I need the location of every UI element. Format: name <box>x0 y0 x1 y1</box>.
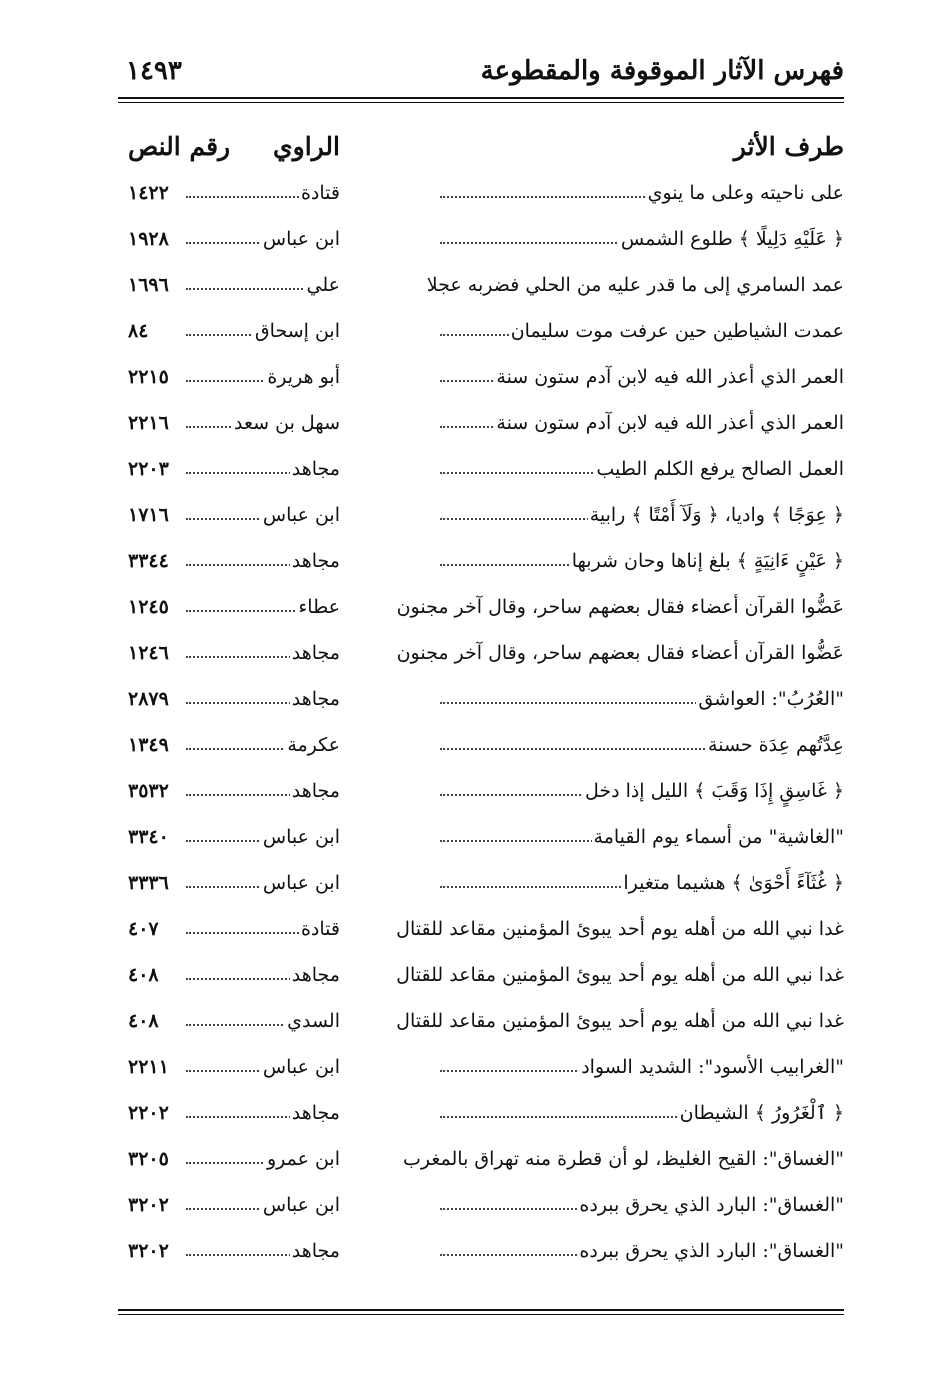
entry-narrator: ابن عباس <box>262 228 340 250</box>
entry-narrator: ابن إسحاق <box>254 320 340 342</box>
column-header-text: طرف الأثر <box>733 132 844 161</box>
entry-narrator: ابن عمرو <box>266 1148 340 1170</box>
entry-narrator: مجاهد <box>291 780 340 802</box>
running-title: فهرس الآثار الموقوفة والمقطوعة <box>480 56 844 86</box>
entry-text: ﴿ عِوَجًا ﴾ واديا، ﴿ وَلَآ أَمْتًا ﴾ رابية <box>589 504 844 526</box>
entry-text: عَضُّوا القرآن أعضاء فقال بعضهم ساحر، وقال آخر مجنون <box>396 596 844 618</box>
header-rule-thin <box>118 102 844 103</box>
page-number: ١٤٩٣ <box>126 56 182 86</box>
entry-text: غدا نبي الله من أهله يوم أحد يبوئ المؤمنين مقاعد للقتال <box>396 918 844 940</box>
entry-narrator: عطاء <box>298 596 340 618</box>
entry-number: ٤٠٨ <box>128 1010 159 1032</box>
entry-number: ٢٨٧٩ <box>128 688 169 710</box>
index-row <box>128 268 844 314</box>
entry-number: ٣٣٣٦ <box>128 872 169 894</box>
entry-number: ٣٢٠٢ <box>128 1240 169 1262</box>
index-row <box>128 1096 844 1142</box>
entry-number: ١٧١٦ <box>128 504 169 526</box>
index-row <box>128 1004 844 1050</box>
index-row <box>128 452 844 498</box>
entry-number: ٣٢٠٢ <box>128 1194 169 1216</box>
entry-narrator: ابن عباس <box>262 872 340 894</box>
entry-number: ٢٢٠٣ <box>128 458 169 480</box>
index-row <box>128 1142 844 1188</box>
index-row <box>128 1188 844 1234</box>
entry-text: "الغساق": البارد الذي يحرق ببرده <box>579 1240 844 1262</box>
entry-number: ٢٢٠٢ <box>128 1102 169 1124</box>
entry-number: ١٤٢٢ <box>128 182 169 204</box>
entry-number: ١٩٢٨ <box>128 228 169 250</box>
column-header-number: رقم النص <box>128 132 231 161</box>
entry-text: العمل الصالح يرفع الكلم الطيب <box>596 458 844 480</box>
index-row <box>128 314 844 360</box>
entry-number: ٣٣٤٠ <box>128 826 169 848</box>
footer-rule-thin <box>118 1314 844 1315</box>
index-row <box>128 958 844 1004</box>
entry-text: عِدَّتُهم عِدَة حسنة <box>708 734 844 756</box>
entry-narrator: سهل بن سعد <box>234 412 340 434</box>
entry-narrator: ابن عباس <box>262 826 340 848</box>
entry-narrator: ابن عباس <box>262 504 340 526</box>
entry-number: ١٢٤٥ <box>128 596 169 618</box>
entry-narrator: مجاهد <box>291 1102 340 1124</box>
entry-text: "الغساق": البارد الذي يحرق ببرده <box>579 1194 844 1216</box>
entry-narrator: أبو هريرة <box>267 366 340 388</box>
entry-text: غدا نبي الله من أهله يوم أحد يبوئ المؤمنين مقاعد للقتال <box>396 1010 844 1032</box>
entry-narrator: عكرمة <box>287 734 340 756</box>
entry-text: "العُرُبُ": العواشق <box>698 688 844 710</box>
entry-text: ﴿ عَلَيْهِ دَلِيلًا ﴾ طلوع الشمس <box>620 228 844 250</box>
entry-number: ٣٥٣٢ <box>128 780 169 802</box>
index-row <box>128 820 844 866</box>
index-row <box>128 176 844 222</box>
entry-narrator: مجاهد <box>291 1240 340 1262</box>
entry-narrator: مجاهد <box>291 642 340 664</box>
entry-text: العمر الذي أعذر الله فيه لابن آدم ستون سنة <box>496 366 844 388</box>
entry-narrator: ابن عباس <box>262 1056 340 1078</box>
entry-number: ١٦٩٦ <box>128 274 169 296</box>
entry-text: ﴿ عَيْنٍ ءَانِيَةٍ ﴾ بلغ إناها وحان شربها <box>571 550 844 572</box>
entry-text: ﴿ ٱلْغَرُورُ ﴾ الشيطان <box>679 1102 844 1124</box>
index-row <box>128 774 844 820</box>
index-row <box>128 728 844 774</box>
entry-text: "الغرابيب الأسود": الشديد السواد <box>581 1056 844 1078</box>
entry-number: ٤٠٨ <box>128 964 159 986</box>
index-row <box>128 1050 844 1096</box>
index-row <box>128 682 844 728</box>
entry-number: ١٢٤٦ <box>128 642 169 664</box>
entry-narrator: السدي <box>287 1010 340 1032</box>
entry-number: ٢٢١٥ <box>128 366 169 388</box>
entry-text: العمر الذي أعذر الله فيه لابن آدم ستون سنة <box>496 412 844 434</box>
index-row <box>128 544 844 590</box>
entry-text: "الغاشية" من أسماء يوم القيامة <box>593 826 844 848</box>
index-row <box>128 866 844 912</box>
entry-text: "الغساق": القيح الغليظ، لو أن قطرة منه تهراق بالمغرب <box>403 1148 844 1170</box>
running-header <box>118 50 844 96</box>
entry-number: ٨٤ <box>128 320 149 342</box>
entry-narrator: ابن عباس <box>262 1194 340 1216</box>
entry-text: عمد السامري إلى ما قدر عليه من الحلي فضربه عجلا <box>426 274 844 296</box>
entry-number: ٢٢١٦ <box>128 412 169 434</box>
header-rule <box>118 97 844 99</box>
entry-number: ٤٠٧ <box>128 918 159 940</box>
index-entries <box>128 176 844 1280</box>
entry-text: عمدت الشياطين حين عرفت موت سليمان <box>510 320 844 342</box>
index-row <box>128 1234 844 1280</box>
entry-number: ١٣٤٩ <box>128 734 169 756</box>
entry-text: على ناحيته وعلى ما ينوي <box>647 182 844 204</box>
entry-text: غدا نبي الله من أهله يوم أحد يبوئ المؤمنين مقاعد للقتال <box>396 964 844 986</box>
index-row <box>128 912 844 958</box>
index-row <box>128 360 844 406</box>
index-row <box>128 636 844 682</box>
entry-number: ٣٣٤٤ <box>128 550 169 572</box>
entry-narrator: قتادة <box>300 918 340 940</box>
entry-number: ٣٢٠٥ <box>128 1148 169 1170</box>
entry-text: ﴿ غَاسِقٍ إِذَا وَقَبَ ﴾ الليل إذا دخل <box>584 780 844 802</box>
entry-narrator: مجاهد <box>291 550 340 572</box>
entry-number: ٢٢١١ <box>128 1056 169 1078</box>
column-header-narrator: الراوي <box>273 132 340 161</box>
index-row <box>128 498 844 544</box>
entry-narrator: قتادة <box>300 182 340 204</box>
entry-text: ﴿ غُثَآءً أَحْوَىٰ ﴾ هشيما متغيرا <box>623 872 844 894</box>
index-row <box>128 406 844 452</box>
index-row <box>128 222 844 268</box>
entry-narrator: مجاهد <box>291 458 340 480</box>
entry-narrator: مجاهد <box>291 688 340 710</box>
index-row <box>128 590 844 636</box>
footer-rule <box>118 1309 844 1311</box>
entry-narrator: علي <box>306 274 340 296</box>
entry-narrator: مجاهد <box>291 964 340 986</box>
entry-text: عَضُّوا القرآن أعضاء فقال بعضهم ساحر، وقال آخر مجنون <box>396 642 844 664</box>
